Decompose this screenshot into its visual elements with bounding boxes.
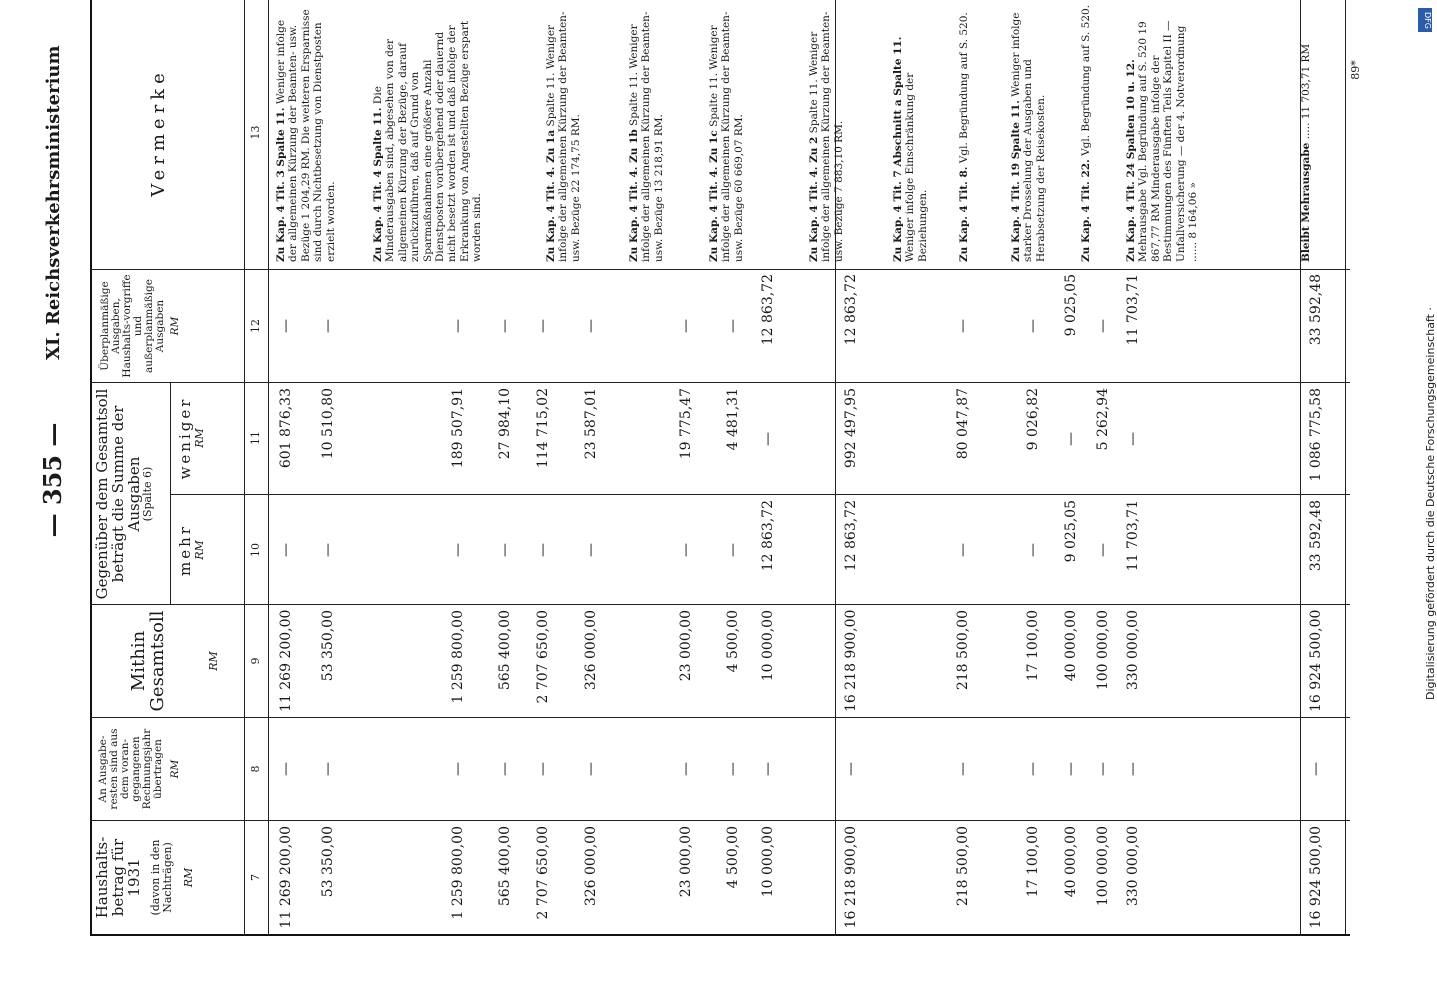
col10-header: mehr RM (176, 524, 206, 576)
col9-no: 9 (249, 657, 262, 665)
note-text: Die Minderausgaben sind, abgesehen von der allgemeinen Kürzung der Bezüge, darauf zurückzuführen, daß auf Grund von Sparmaßnahmen eine größere Anzahl Dienstposten vorübergehend oder dauernd nicht besetzt worden ist und daß infolge der Erkrankung von Angestellten Bezüge erspart worden sind. (372, 20, 483, 262)
note-head: Zu Kap. 4 Tit. 4. Zu 1a (545, 129, 557, 262)
note-text: Weniger infolge starker Drosselung der Ausgaben und Herabsetzung der Reisekosten. (1010, 12, 1047, 262)
table-cell-c7: 2 707 650,00 (535, 826, 551, 920)
table-cell-c11: 23 587,01 (583, 388, 599, 460)
table-cell-c7: 4 500,00 (725, 826, 741, 889)
dfg-logo-icon: DFG (1418, 8, 1432, 32)
table-cell-c10: 9 025,05 (1063, 500, 1079, 563)
note-head: Zu Kap. 4 Tit. 19 Spalte 11. (1010, 100, 1022, 262)
table-cell-c9: 1 259 800,00 (450, 610, 466, 704)
col9-header: Mithin Gesamtsoll RM (128, 610, 220, 712)
table-cell-c8: — (497, 762, 513, 776)
note-head: Zu Kap. 4 Tit. 3 Spalte 11. (275, 107, 287, 262)
col13-no: 13 (249, 125, 262, 140)
col7-header: Haushalts-betrag für 1931 (davon in den Nachträgen) RM (93, 836, 196, 919)
table-cell-c11: 10 510,80 (320, 388, 336, 460)
col-sep-8-9 (90, 717, 1350, 718)
col8-header: An Ausgabe-resten sind aus dem voran-gegangenen Rechnungsjahr übertragen RM (97, 728, 182, 810)
col-sep-left (90, 934, 1350, 936)
table-cell-c12: — (678, 319, 694, 333)
footnote: 89* (1349, 60, 1362, 80)
table-cell-c7: 565 400,00 (497, 826, 513, 907)
table-cell-c9: 330 000,00 (1125, 610, 1141, 691)
table-cell-c7: 16 218 900,00 (843, 826, 859, 929)
note-text: Weniger infolge der allgemeinen Kürzung der Beamten- usw. Bezüge 1 204,29 RM. Die weiteren Ersparnisse sind durch Nichtbesetzung von Dienstposten erzielt worden. (275, 9, 337, 262)
table-cell-c12: — (1025, 319, 1041, 333)
table-cell-c8: — (678, 762, 694, 776)
table-cell-c11: — (1125, 432, 1141, 446)
table-cell-c11: 80 047,87 (955, 388, 971, 460)
note-item (275, 4, 337, 262)
note-text: Weniger infolge Einschränkung der Beziehungen. (904, 72, 929, 262)
table-cell-c8: — (1095, 762, 1111, 776)
note-item (628, 4, 665, 262)
table-cell-c10: 12 863,72 (843, 500, 859, 572)
table-cell-c9: 16 924 500,00 (1308, 609, 1324, 712)
group-header: Gegenüber dem Gesamtsoll beträgt die Summe der Ausgaben (Spalte 6) (93, 388, 155, 600)
note-head: Zu Kap. 4 Tit. 22. (1080, 159, 1092, 262)
col-sep-12-13 (90, 269, 1350, 270)
table-cell-c8: — (450, 762, 466, 776)
table-cell-c9: 4 500,00 (725, 610, 741, 673)
note-item (545, 4, 582, 262)
note-text: Spalte 11. Weniger infolge der allgemeinen Kürzung der Beamten- usw. Bezüge 7 883,10 RM. (808, 11, 845, 262)
table-cell-c9: 2 707 650,00 (535, 610, 551, 704)
note-head: Zu Kap. 4 Tit. 24 Spalten 10 u. 12. (1125, 59, 1137, 262)
table-cell-c8: — (725, 762, 741, 776)
table-cell-c10: — (1025, 543, 1041, 557)
table-cell-c12: 9 025,05 (1063, 274, 1079, 337)
table-cell-c12: 12 863,72 (760, 274, 776, 346)
table-cell-c11: 601 876,33 (278, 388, 294, 469)
table-cell-c11: 9 026,82 (1025, 388, 1041, 451)
table-cell-c7: 10 000,00 (760, 826, 776, 898)
table-cell-c7: 326 000,00 (583, 826, 599, 907)
table-cell-c12: — (583, 319, 599, 333)
table-cell-c9: 100 000,00 (1095, 610, 1111, 691)
table-cell-c10: — (1095, 543, 1111, 557)
group-sub-line (170, 383, 171, 605)
table-cell-c10: 11 703,71 (1125, 500, 1141, 572)
table-cell-c10: 12 863,72 (760, 500, 776, 572)
note-head: Zu Kap. 4 Tit. 4 Spalte 11. (372, 107, 384, 262)
table-cell-c9: 53 350,00 (320, 610, 336, 682)
table-cell-c11: 114 715,02 (535, 388, 551, 469)
table-cell-c9: 326 000,00 (583, 610, 599, 691)
table-cell-c12: — (955, 319, 971, 333)
note-text: Spalte 11. Weniger infolge der allgemeinen Kürzung der Beamten- usw. Bezüge 13 218,91 RM. (628, 11, 665, 262)
table-cell-c11: 189 507,91 (450, 388, 466, 469)
table-cell-c7: 17 100,00 (1025, 826, 1041, 898)
col-sep-10-11 (170, 494, 1350, 495)
col8-no: 8 (249, 765, 262, 773)
note-text: ..... 11 703,71 RM (1300, 43, 1312, 140)
table-cell-c10: 33 592,48 (1308, 500, 1324, 572)
table-cell-c8: — (1308, 762, 1324, 776)
note-text: Vgl. Begründung auf S. 520. (958, 12, 970, 164)
colno-line (268, 0, 269, 936)
note-head: Zu Kap. 4 Tit. 4. Zu 1c (708, 130, 720, 262)
table-cell-c10: — (678, 543, 694, 557)
note-head: Zu Kap. 4 Tit. 8. (958, 166, 970, 262)
note-text: Spalte 11. Weniger infolge der allgemeinen Kürzung der Beamten- usw. Bezüge 22 174,75 RM. (545, 11, 582, 262)
scanned-page: — 355 — XI. Reichsverkehrsministerium Haushalts-betrag für 1931 (davon in den Nachträgen) RM An Ausgabe-resten sind aus dem voran-gegangenen Rechnungsjahr übertragen RM Mithin Gesamtsoll RM Gegenüber dem Gesamtsoll beträgt die Summe der Ausgaben (Spalte 6) mehr RM weniger RM Überplanmäßige Ausgaben, Haushalts-vorgriffe und außerplanmäßige Ausgaben RM Vermerke 7 8 9 10 11 12 13 11 269 200,00 — 11 269 200,00 — 601 876,33 — 53 350,00 — 53 350,00 — 10 510,80 — 1 259 800,00 — 1 259 800,00 — 189 507,91 — 565 400,00 — 565 400,00 — 27 984,10 — 2 707 650,00 — 2 707 650,00 — 114 715,02 — 326 000,00 — 326 000,00 — 23 587,01 — 23 000,00 — 23 000,00 — 19 775,47 — 4 500,00 — 4 500,00 — 4 481,31 — 10 000,00 — 10 000,00 12 863,72 — 12 863,72 16 218 900,00 — 16 218 900,00 12 863,72 992 497,95 12 863,72 218 500,00 — 218 500,00 — 80 047,87 — 17 100,00 — 17 100,00 — 9 026,82 — 40 000,00 — 40 000,00 9 025,05 — 9 025,05 100 000,00 — 100 000,00 — 5 262,94 — 330 000,00 — 330 000,00 11 703,71 — 11 703,71 16 924 500,00 — 16 924 500,00 33 592,48 1 086 775,58 33 592,48 Zu Kap. 4 Tit. 3 Spalte 11. Weniger infolge der allgemeinen Kürzung der Beamten- usw. Bezüge 1 204,29 RM. Die weiteren Ersparnisse sind durch Nichtbesetzung von Dienstposten erzielt worden. Zu Kap. 4 Tit. 4 Spalte 11. Die Minderausgaben sind, abgesehen von der allgemeinen Kürzung der Bezüge, darauf zurückzuführen, daß auf Grund von Sparmaßnahmen eine größere Anzahl Dienstposten vorübergehend oder dauernd nicht besetzt worden ist und daß infolge der Erkrankung von Angestellten Bezüge erspart worden sind. Zu Kap. 4 Tit. 4. Zu 1a Spalte 11. Weniger infolge der allgemeinen Kürzung der Beamten- usw. Bezüge 22 174,75 RM. Zu Kap. 4 Tit. 4. Zu 1b Spalte 11. Weniger infolge der allgemeinen Kürzung der Beamten- usw. Bezüge 13 218,91 RM. Zu Kap. 4 Tit. 4. Zu 1c Spalte 11. Weniger infolge der allgemeinen Kürzung der Beamten- usw. Bezüge 60 669,07 RM. Zu Kap. 4 Tit. 4. Zu 2 Spalte 11. Weniger infolge der allgemeinen Kürzung der Beamten- usw. Bezüge 7 883,10 RM. Zu Kap. 4 Tit. 7 Abschnitt a Spalte 11. Weniger infolge Einschränkung der Beziehungen. Zu Kap. 4 Tit. 8. Vgl. Begründung auf S. 520. Zu Kap. 4 Tit. 19 Spalte 11. Weniger infolge starker Drosselung der Ausgaben und Herabsetzung der Reisekosten. Zu Kap. 4 Tit. 22. Vgl. Begründung auf S. 520. Zu Kap. 4 Tit. 24 Spalten 10 u. 12. Mehrausgabe Vgl. Begründung auf S. 520 19 867,77 RM Minderausgabe infolge der Bestimmungen des Fünften Teils Kapitel II — Unfallversicherung — der 4. Notverordnung ...... 8 164,06 » Bleibt Mehrausgabe ..... 11 703,71 RM 89* DFG Digitalisierung gefördert durch die Deutsche Forschungsgemeinschaft · (0, 0, 1434, 1000)
table-cell-c8: — (1063, 762, 1079, 776)
table-cell-c7: 218 500,00 (955, 826, 971, 907)
note-item (808, 4, 845, 262)
note-item (708, 4, 745, 262)
table-cell-c9: 10 000,00 (760, 610, 776, 682)
table-cell-c8: — (955, 762, 971, 776)
note-item (1080, 4, 1092, 262)
table-cell-c10: — (583, 543, 599, 557)
table-cell-c8: — (320, 762, 336, 776)
note-text: Vgl. Begründung auf S. 520. (1080, 4, 1092, 156)
col-sep-9-10 (90, 604, 1350, 605)
table-cell-c11: 27 984,10 (497, 388, 513, 460)
note-head: Zu Kap. 4 Tit. 7 Abschnitt a Spalte 11. (892, 36, 904, 262)
table-cell-c12: — (725, 319, 741, 333)
table-cell-c7: 53 350,00 (320, 826, 336, 898)
note-item (1300, 4, 1312, 262)
table-cell-c12: 33 592,48 (1308, 274, 1324, 346)
col10-no: 10 (249, 543, 262, 557)
table-cell-c10: — (725, 543, 741, 557)
col12-no: 12 (249, 319, 262, 333)
table-top-line (90, 0, 92, 936)
table-cell-c11: — (1063, 432, 1079, 446)
table-cell-c10: — (955, 543, 971, 557)
table-cell-c9: 565 400,00 (497, 610, 513, 691)
table-bottom-line (1345, 0, 1346, 936)
note-item (958, 4, 970, 262)
table-cell-c10: — (278, 543, 294, 557)
table-cell-c8: — (1025, 762, 1041, 776)
col11-no: 11 (249, 431, 262, 445)
note-item (372, 4, 483, 262)
table-cell-c7: 16 924 500,00 (1308, 826, 1324, 929)
note-text: Spalte 11. Weniger infolge der allgemeinen Kürzung der Beamten- usw. Bezüge 60 669,07 RM. (708, 11, 745, 262)
note-head: Zu Kap. 4 Tit. 4. Zu 2 (808, 136, 820, 262)
note-text: Mehrausgabe Vgl. Begründung auf S. 520 19 867,77 RM Minderausgabe infolge der Bestimmungen des Fünften Teils Kapitel II — Unfallversicherung — der 4. Notverordnung ...... 8 164,06 » (1137, 20, 1199, 262)
page-number: — 355 — (38, 422, 67, 538)
table-cell-c9: 218 500,00 (955, 610, 971, 691)
table-cell-c8: — (535, 762, 551, 776)
table-cell-c7: 40 000,00 (1063, 826, 1079, 898)
table-cell-c10: — (535, 543, 551, 557)
note-head: Bleibt Mehrausgabe (1300, 142, 1312, 262)
table-cell-c10: — (450, 543, 466, 557)
table-cell-c8: — (278, 762, 294, 776)
table-cell-c11: 992 497,95 (843, 388, 859, 469)
col-sep-11-12 (90, 382, 1350, 383)
header-bottom-line (244, 0, 245, 936)
table-cell-c9: 16 218 900,00 (843, 609, 859, 712)
table-cell-c9: 11 269 200,00 (278, 609, 294, 712)
table-cell-c12: — (535, 319, 551, 333)
table-cell-c11: — (760, 432, 776, 446)
table-cell-c8: — (583, 762, 599, 776)
table-cell-c11: 5 262,94 (1095, 388, 1111, 451)
table-cell-c7: 330 000,00 (1125, 826, 1141, 907)
table-cell-c8: — (1125, 762, 1141, 776)
ministry-title: XI. Reichsverkehrsministerium (43, 45, 64, 360)
table-cell-c8: — (760, 762, 776, 776)
note-head: Zu Kap. 4 Tit. 4. Zu 1b (628, 129, 640, 262)
table-cell-c7: 100 000,00 (1095, 826, 1111, 907)
col11-header: weniger RM (176, 396, 206, 480)
table-cell-c10: — (320, 543, 336, 557)
table-cell-c7: 23 000,00 (678, 826, 694, 898)
table-cell-c12: — (320, 319, 336, 333)
note-item (892, 4, 929, 262)
note-item (1125, 4, 1199, 262)
note-item (1010, 4, 1047, 262)
col12-header-text: Überplanmäßige Ausgaben, Haushalts-vorgriffe und außerplanmäßige Ausgaben RM (99, 274, 182, 378)
table-cell-c11: 19 775,47 (678, 388, 694, 460)
col13-header: Vermerke (148, 68, 169, 197)
table-cell-c9: 23 000,00 (678, 610, 694, 682)
table-cell-c12: 12 863,72 (843, 274, 859, 346)
table-cell-c11: 4 481,31 (725, 388, 741, 451)
table-cell-c7: 1 259 800,00 (450, 826, 466, 920)
table-cell-c7: 11 269 200,00 (278, 826, 294, 929)
col-sep-7-8 (90, 820, 1350, 821)
table-cell-c9: 40 000,00 (1063, 610, 1079, 682)
table-cell-c9: 17 100,00 (1025, 610, 1041, 682)
table-cell-c12: — (497, 319, 513, 333)
table-cell-c12: — (278, 319, 294, 333)
table-cell-c11: 1 086 775,58 (1308, 388, 1324, 482)
table-cell-c10: — (497, 543, 513, 557)
table-cell-c8: — (843, 762, 859, 776)
table-cell-c12: 11 703,71 (1125, 274, 1141, 346)
col7-no: 7 (249, 874, 262, 881)
table-cell-c12: — (1095, 319, 1111, 333)
table-cell-c12: — (450, 319, 466, 333)
